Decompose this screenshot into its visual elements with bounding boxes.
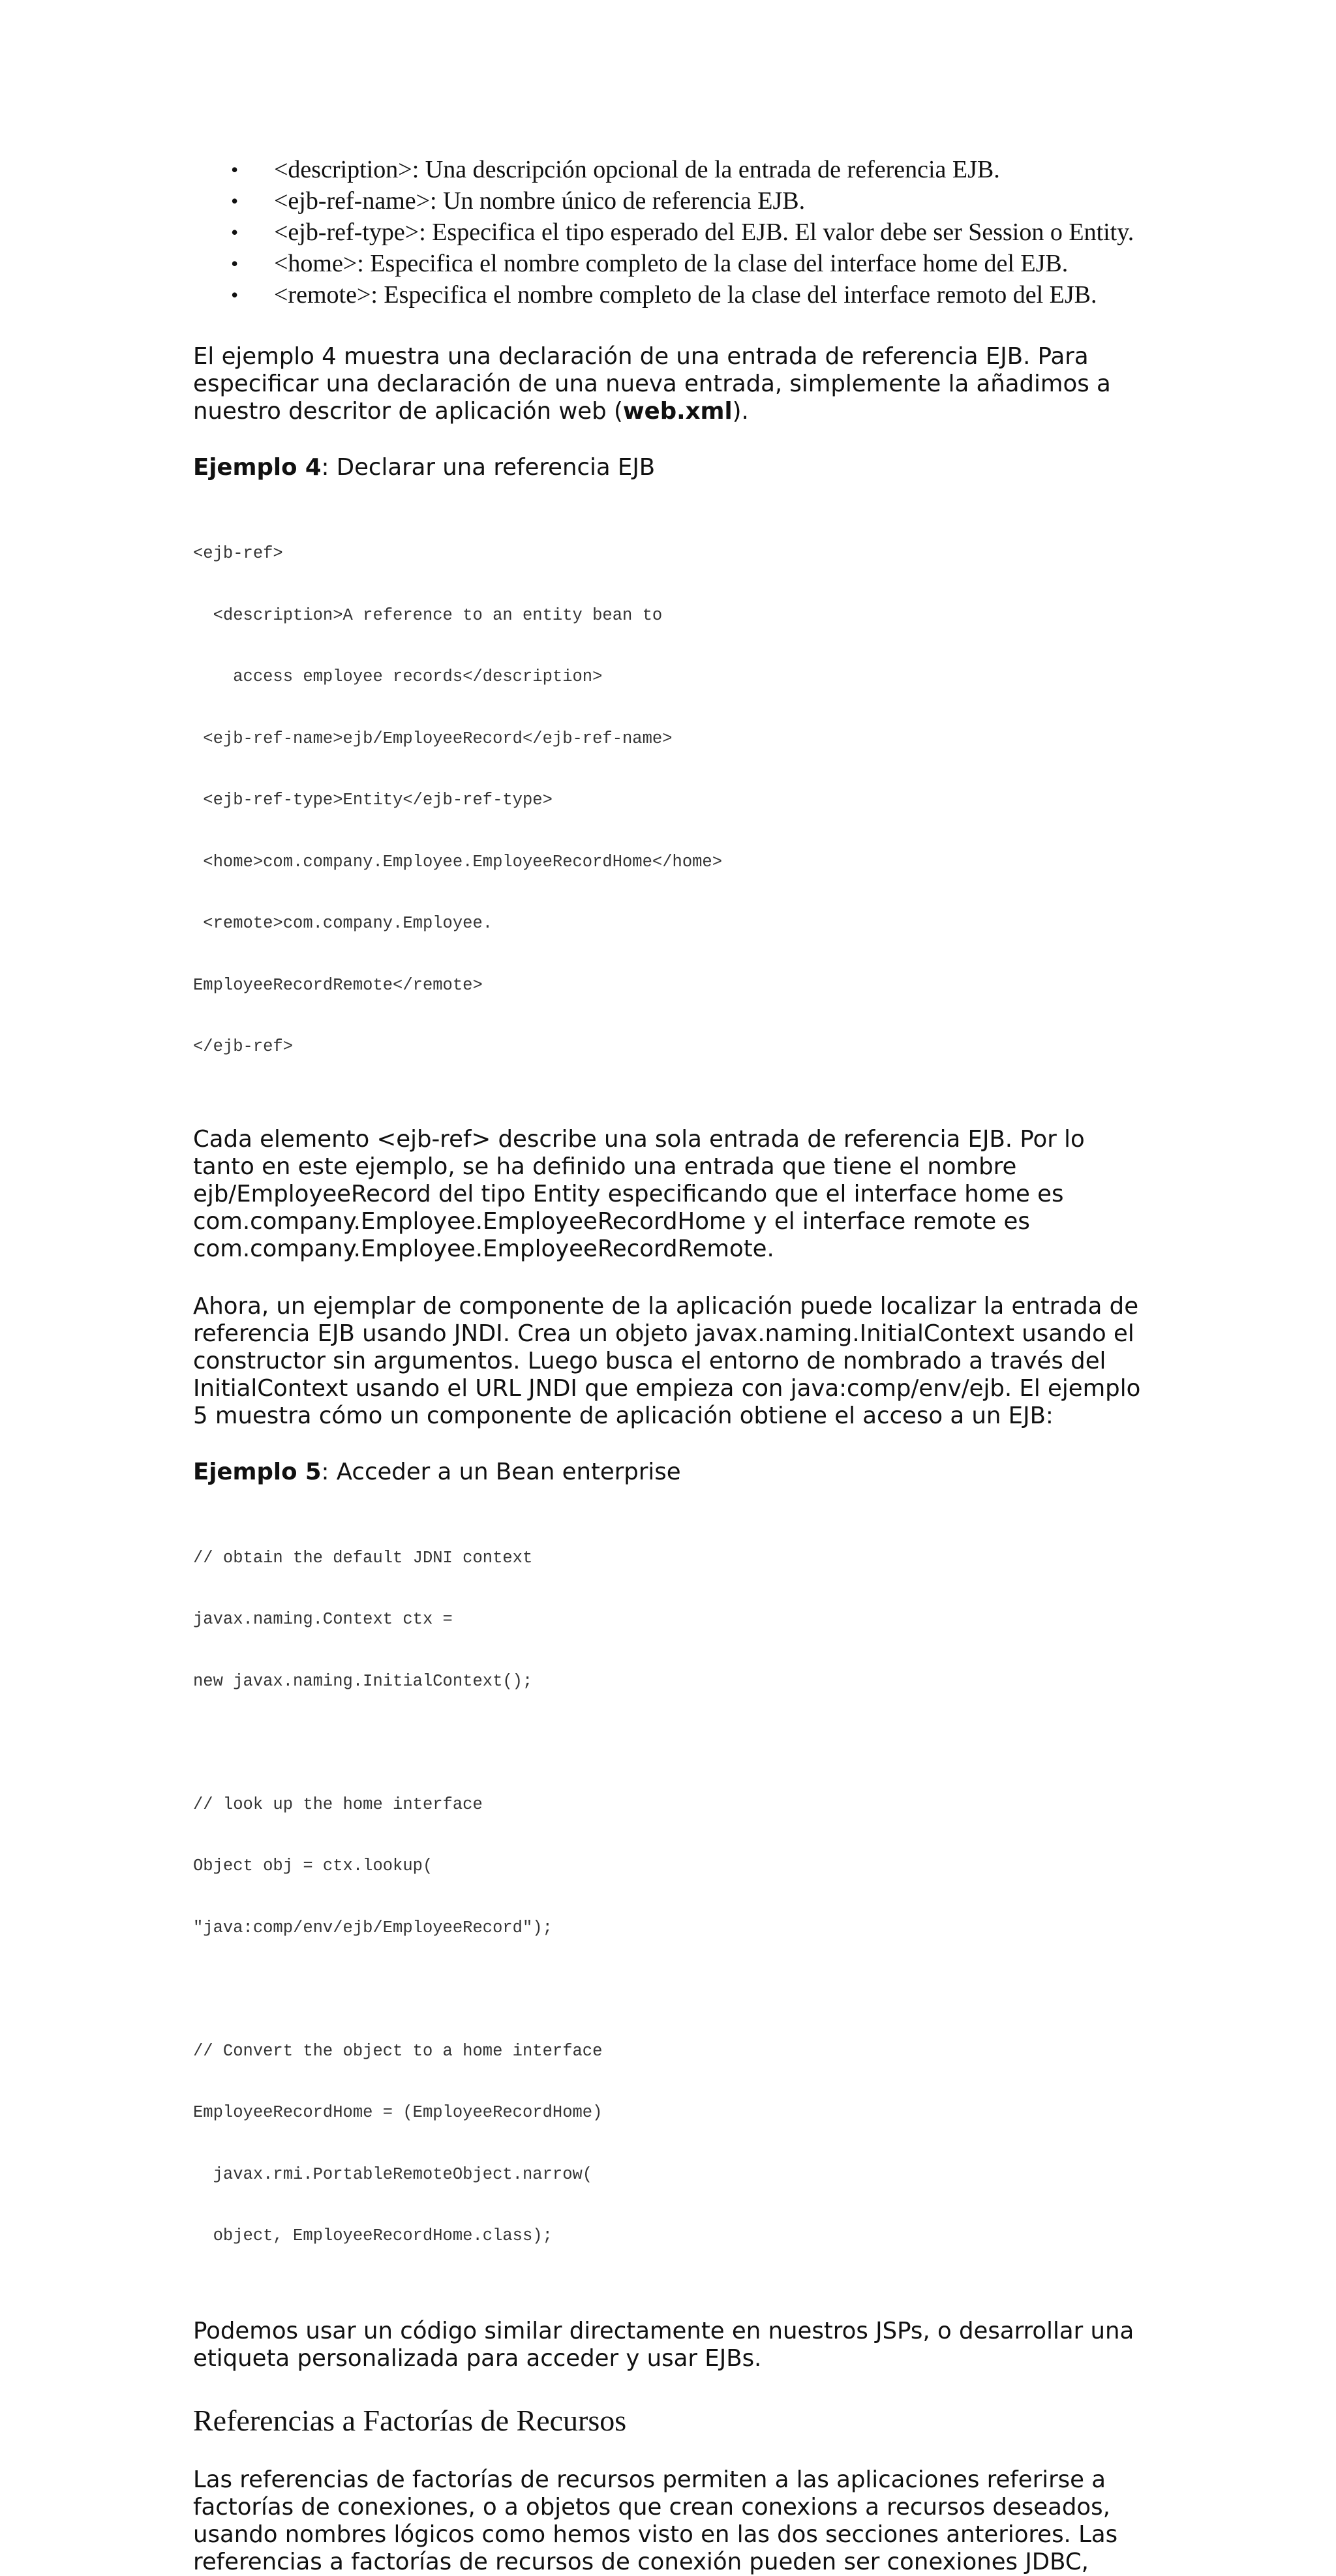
code-line: // obtain the default JDNI context xyxy=(193,1548,533,1568)
code-line: // Convert the object to a home interface xyxy=(193,2041,603,2061)
resource-factory-paragraph: Las referencias de factorías de recursos permiten a las aplicaciones referirse a factorías de conexiones, o a objetos que crean conexions a recursos deseados, usando nombres lógicos como hemos visto en las dos secciones anteriores. Las referencias a factorías de recursos de conexión pueden ser conexiones JDBC, xyxy=(193,2466,1118,2575)
intro-text: El ejemplo 4 muestra una declaración de una entrada de referencia EJB. Para especificar una declaración de una nueva entrada, simplemente la añadimos a nuestro descritor de aplicación web ( xyxy=(193,343,1111,425)
document-page xyxy=(193,154,1148,2576)
code-line: <home>com.company.Employee.EmployeeRecordHome</home> xyxy=(193,852,723,871)
example-4-label: Ejemplo 4 xyxy=(193,454,322,481)
code-line: new javax.naming.InitialContext(); xyxy=(193,1671,533,1691)
code-line: object, EmployeeRecordHome.class); xyxy=(193,2226,553,2245)
example-5-title: : Acceder a un Bean enterprise xyxy=(321,1458,681,1485)
code-line: javax.rmi.PortableRemoteObject.narrow( xyxy=(193,2164,593,2184)
code-blank-line xyxy=(193,1733,1148,1753)
code-line: "java:comp/env/ejb/EmployeeRecord"); xyxy=(193,1918,553,1937)
code-line: <remote>com.company.Employee. xyxy=(193,914,493,933)
example-5-code xyxy=(193,1507,1148,2288)
list-item: • <ejb-ref-name>: Un nombre único de referencia EJB. xyxy=(274,185,1148,217)
code-line: <description>A reference to an entity bean to xyxy=(193,605,663,625)
code-blank-line xyxy=(193,1979,1148,2000)
list-item: • <remote>: Especifica el nombre completo de la clase del interface remoto del EJB. xyxy=(274,279,1148,311)
code-line: </ejb-ref> xyxy=(193,1037,294,1056)
example-5-caption xyxy=(193,1459,1148,1486)
jsp-usage-paragraph: Podemos usar un código similar directamente en nuestros JSPs, o desarrollar una etiqueta personalizada para acceder y usar EJBs. xyxy=(193,2317,1134,2372)
ejb-ref-element-list xyxy=(193,154,1148,311)
ejb-ref-explanation-paragraph: Cada elemento <ejb-ref> describe una sola entrada de referencia EJB. Por lo tanto en este ejemplo, se ha definido una entrada que tiene el nombre ejb/EmployeeRecord del tipo Entity especificando que el interface home es com.company.Employee.EmployeeRecordHome y el interface remote es com.company.Employee.EmployeeRecordRemote. xyxy=(193,1125,1085,1262)
code-line: <ejb-ref-name>ejb/EmployeeRecord</ejb-ref-name> xyxy=(193,729,673,748)
intro-text-end: ). xyxy=(732,398,749,425)
code-line: EmployeeRecordHome = (EmployeeRecordHome) xyxy=(193,2103,603,2122)
code-line: // look up the home interface xyxy=(193,1795,483,1814)
list-item: • <ejb-ref-type>: Especifica el tipo esperado del EJB. El valor debe ser Session o Entity. xyxy=(274,217,1148,248)
web-xml-filename: web.xml xyxy=(622,398,733,425)
code-line: access employee records</description> xyxy=(193,667,603,686)
section-heading: Referencias a Factorías de Recursos xyxy=(193,2403,627,2437)
list-item: • <home>: Especifica el nombre completo de la clase del interface home del EJB. xyxy=(274,248,1148,279)
code-line: javax.naming.Context ctx = xyxy=(193,1610,453,1629)
example-4-caption xyxy=(193,454,1148,481)
list-item: • <description>: Una descripción opcional de la entrada de referencia EJB. xyxy=(274,154,1148,185)
example-4-code xyxy=(193,502,1148,1099)
code-line: Object obj = ctx.lookup( xyxy=(193,1856,433,1875)
example-5-label: Ejemplo 5 xyxy=(193,1458,322,1485)
example-4-title: : Declarar una referencia EJB xyxy=(321,454,656,481)
code-line: <ejb-ref> xyxy=(193,544,283,563)
code-line: EmployeeRecordRemote</remote> xyxy=(193,975,483,995)
intro-paragraph xyxy=(193,343,1148,425)
code-line: <ejb-ref-type>Entity</ejb-ref-type> xyxy=(193,791,553,810)
jndi-lookup-paragraph: Ahora, un ejemplar de componente de la aplicación puede localizar la entrada de referencia EJB usando JNDI. Crea un objeto javax.naming.InitialContext usando el constructor sin argumentos. Luego busca el entorno de nombrado a través del InitialContext usando el URL JNDI que empieza con java:comp/env/ejb. El ejemplo 5 muestra cómo un componente de aplicación obtiene el acceso a un EJB: xyxy=(193,1292,1141,1429)
